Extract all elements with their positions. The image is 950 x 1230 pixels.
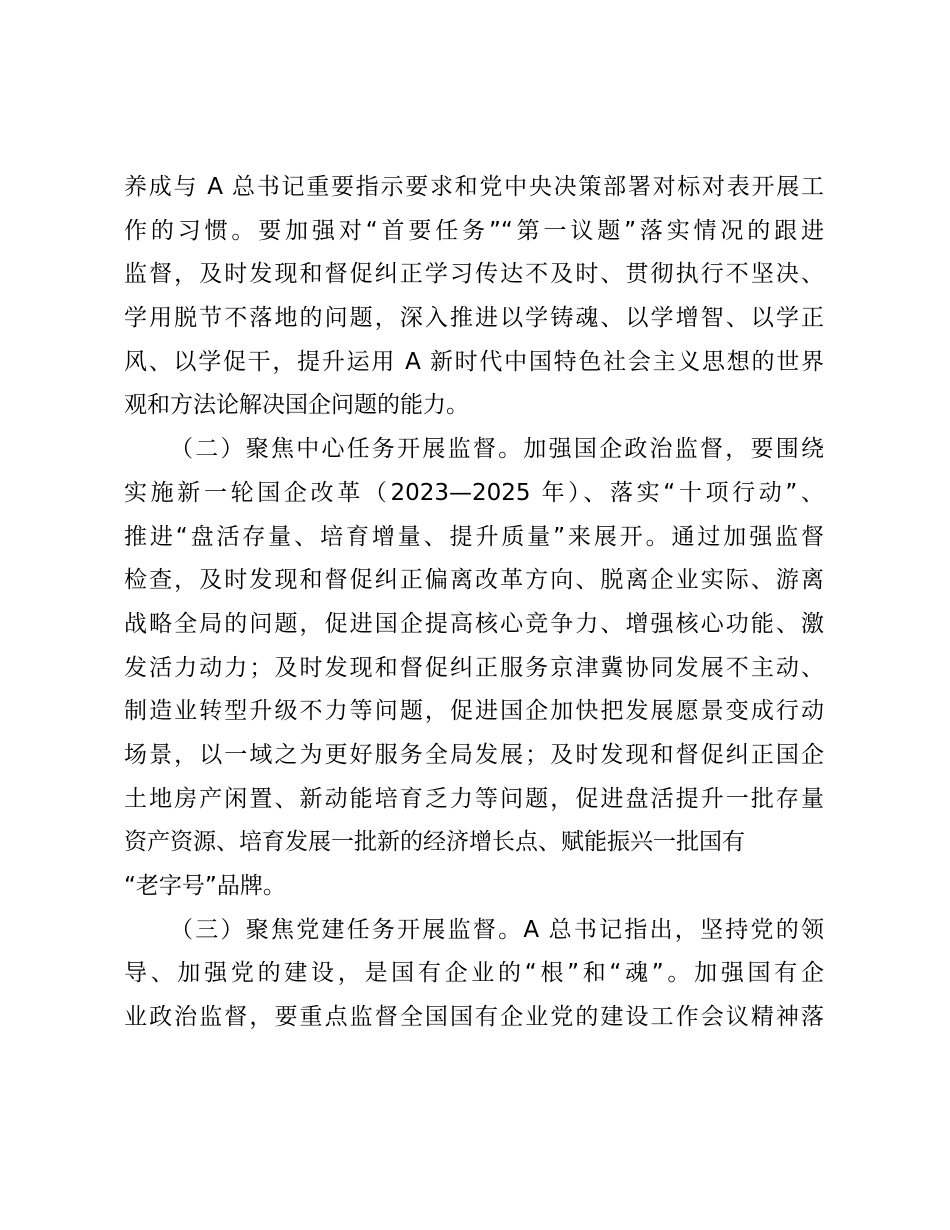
text-line: 制造业转型升级不力等问题，促进国企加快把发展愿景变成行动 — [124, 698, 824, 725]
text-line: 监督，及时发现和督促纠正学习传达不及时、贯彻执行不坚决、 — [124, 261, 824, 288]
text-line: 实施新一轮国企改革（2023—2025 年）、落实“十项行动”、 — [124, 479, 824, 506]
paragraph-heading-line: （三）聚焦党建任务开展监督。A 总书记指出，坚持党的领 — [170, 916, 824, 943]
text-line: 战略全局的问题，促进国企提高核心竞争力、增强核心功能、激 — [124, 610, 824, 637]
text-line: 观和方法论解决国企问题的能力。 — [124, 392, 469, 419]
paragraph-heading-line: （二）聚焦中心任务开展监督。加强国企政治监督，要围绕 — [170, 436, 824, 463]
text-line: 发活力动力；及时发现和督促纠正服务京津冀协同发展不主动、 — [124, 654, 824, 681]
text-line: 风、以学促干，提升运用 A 新时代中国特色社会主义思想的世界 — [124, 348, 824, 375]
text-line: 导、加强党的建设，是国有企业的“根”和“魂”。加强国有企 — [124, 960, 824, 987]
body-text — [124, 166, 824, 1040]
text-line: 资产资源、培育发展一批新的经济增长点、赋能振兴一批国有 — [124, 829, 745, 856]
text-line: 养成与 A 总书记重要指示要求和党中央决策部署对标对表开展工 — [124, 174, 824, 200]
text-line: 学用脱节不落地的问题，深入推进以学铸魂、以学增智、以学正 — [124, 305, 824, 332]
text-line: 土地房产闲置、新动能培育乏力等问题，促进盘活提升一批存量 — [124, 785, 824, 812]
text-line: 作的习惯。要加强对“首要任务”“第一议题”落实情况的跟进 — [124, 217, 824, 244]
text-line: “老字号”品牌。 — [124, 873, 286, 899]
text-line: 场景，以一域之为更好服务全局发展；及时发现和督促纠正国企 — [124, 741, 824, 768]
text-line: 业政治监督，要重点监督全国国有企业党的建设工作会议精神落 — [124, 1004, 824, 1031]
text-line: 检查，及时发现和督促纠正偏离改革方向、脱离企业实际、游离 — [124, 567, 824, 594]
text-line: 推进“盘活存量、培育增量、提升质量”来展开。通过加强监督 — [124, 523, 824, 550]
